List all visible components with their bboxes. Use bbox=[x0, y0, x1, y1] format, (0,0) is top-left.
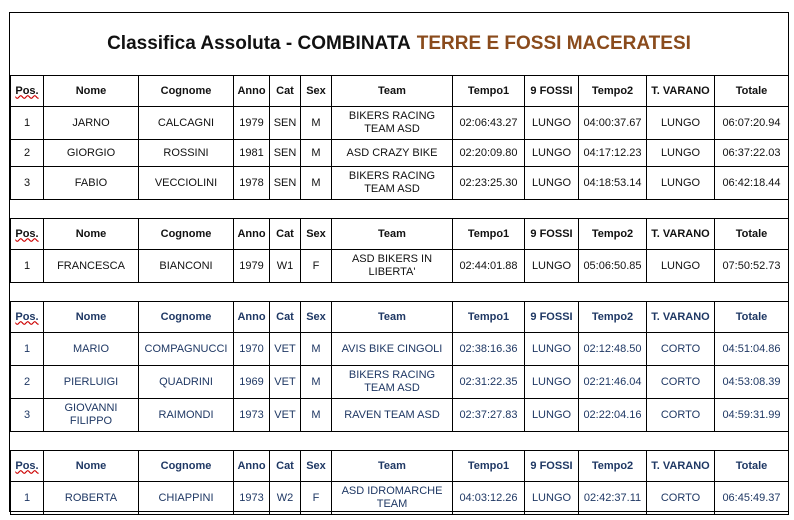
cell-team: ASD CRAZY BIKE bbox=[332, 140, 453, 167]
cell-tempo2: 02:12:48.50 bbox=[579, 333, 647, 366]
header-nome: Nome bbox=[44, 76, 139, 107]
cell-sex: M bbox=[301, 333, 332, 366]
cell-tempo2: 04:00:37.67 bbox=[579, 107, 647, 140]
cell-t-varano: CORTO bbox=[647, 482, 715, 515]
header-t-varano: T. VARANO bbox=[647, 451, 715, 482]
header-9-fossi: 9 FOSSI bbox=[525, 219, 579, 250]
cell-tempo1: 04:03:12.26 bbox=[453, 482, 525, 515]
separator-cell bbox=[270, 283, 301, 302]
cell-team: RAVEN TEAM ASD bbox=[332, 399, 453, 432]
results-table bbox=[10, 75, 789, 515]
separator-cell bbox=[332, 200, 453, 219]
separator-cell bbox=[525, 200, 579, 219]
separator-cell bbox=[44, 283, 139, 302]
header-t-varano: T. VARANO bbox=[647, 219, 715, 250]
header-nome: Nome bbox=[44, 219, 139, 250]
separator-cell bbox=[647, 283, 715, 302]
cell-t-varano: CORTO bbox=[647, 399, 715, 432]
header-cat: Cat bbox=[270, 302, 301, 333]
cell-t-varano: LUNGO bbox=[647, 140, 715, 167]
header-sex: Sex bbox=[301, 76, 332, 107]
cell-tempo1: 02:37:27.83 bbox=[453, 399, 525, 432]
cell-anno: 1973 bbox=[234, 399, 270, 432]
cell-9-fossi: LUNGO bbox=[525, 140, 579, 167]
cell-totale: 06:42:18.44 bbox=[715, 167, 789, 200]
cell-sex: M bbox=[301, 167, 332, 200]
header-tempo1: Tempo1 bbox=[453, 76, 525, 107]
header-tempo1: Tempo1 bbox=[453, 451, 525, 482]
cell-9-fossi: LUNGO bbox=[525, 482, 579, 515]
cell-cat: SEN bbox=[270, 140, 301, 167]
separator-cell bbox=[301, 283, 332, 302]
cell-tempo1: 02:38:16.36 bbox=[453, 333, 525, 366]
header-cat: Cat bbox=[270, 76, 301, 107]
cell-cognome: QUADRINI bbox=[139, 366, 234, 399]
cell-t-varano: CORTO bbox=[647, 333, 715, 366]
cell-team: ASD BIKERS IN LIBERTA' bbox=[332, 250, 453, 283]
cell-anno: 1979 bbox=[234, 107, 270, 140]
cell-tempo2: 02:22:04.16 bbox=[579, 399, 647, 432]
header-tempo2: Tempo2 bbox=[579, 219, 647, 250]
header-pos: Pos. bbox=[11, 451, 44, 482]
cell-cat: VET bbox=[270, 399, 301, 432]
separator-cell bbox=[715, 432, 789, 451]
cell-sex: M bbox=[301, 107, 332, 140]
separator-cell bbox=[453, 432, 525, 451]
page-title bbox=[10, 13, 788, 76]
cell-anno: 1969 bbox=[234, 366, 270, 399]
header-tempo2: Tempo2 bbox=[579, 451, 647, 482]
cell-totale: 06:45:49.37 bbox=[715, 482, 789, 515]
header-row bbox=[11, 451, 789, 482]
cell-team: ASD IDROMARCHE TEAM bbox=[332, 482, 453, 515]
separator-cell bbox=[139, 200, 234, 219]
separator-cell bbox=[647, 432, 715, 451]
cell-anno: 1979 bbox=[234, 250, 270, 283]
cell-cognome: CALCAGNI bbox=[139, 107, 234, 140]
separator-cell bbox=[11, 432, 44, 451]
cell-tempo1: 02:06:43.27 bbox=[453, 107, 525, 140]
separator-cell bbox=[453, 200, 525, 219]
cell-tempo2: 02:21:46.04 bbox=[579, 366, 647, 399]
cell-pos: 1 bbox=[11, 107, 44, 140]
group-separator bbox=[11, 283, 789, 302]
header-cognome: Cognome bbox=[139, 451, 234, 482]
cell-cat: VET bbox=[270, 333, 301, 366]
header-anno: Anno bbox=[234, 451, 270, 482]
table-row bbox=[11, 167, 789, 200]
header-tempo1: Tempo1 bbox=[453, 219, 525, 250]
cell-9-fossi: LUNGO bbox=[525, 399, 579, 432]
cell-team: AVIS BIKE CINGOLI bbox=[332, 333, 453, 366]
separator-cell bbox=[332, 283, 453, 302]
header-tempo2: Tempo2 bbox=[579, 302, 647, 333]
cell-nome: ROBERTA bbox=[44, 482, 139, 515]
header-pos: Pos. bbox=[11, 219, 44, 250]
header-pos: Pos. bbox=[11, 76, 44, 107]
table-row bbox=[11, 250, 789, 283]
cell-9-fossi: LUNGO bbox=[525, 366, 579, 399]
table-row bbox=[11, 399, 789, 432]
header-cat: Cat bbox=[270, 451, 301, 482]
separator-cell bbox=[715, 283, 789, 302]
header-cat: Cat bbox=[270, 219, 301, 250]
cell-cat: SEN bbox=[270, 107, 301, 140]
header-t-varano: T. VARANO bbox=[647, 302, 715, 333]
header-sex: Sex bbox=[301, 219, 332, 250]
cell-anno: 1970 bbox=[234, 333, 270, 366]
cell-totale: 04:53:08.39 bbox=[715, 366, 789, 399]
cell-sex: F bbox=[301, 482, 332, 515]
cell-t-varano: LUNGO bbox=[647, 250, 715, 283]
header-sex: Sex bbox=[301, 302, 332, 333]
cell-cat: W1 bbox=[270, 250, 301, 283]
separator-cell bbox=[715, 200, 789, 219]
header-team: Team bbox=[332, 76, 453, 107]
separator-cell bbox=[647, 200, 715, 219]
cell-nome: FRANCESCA bbox=[44, 250, 139, 283]
cell-team: BIKERS RACING TEAM ASD bbox=[332, 366, 453, 399]
cell-sex: M bbox=[301, 140, 332, 167]
header-cognome: Cognome bbox=[139, 76, 234, 107]
cell-9-fossi: LUNGO bbox=[525, 333, 579, 366]
header-row bbox=[11, 302, 789, 333]
cell-totale: 06:07:20.94 bbox=[715, 107, 789, 140]
cell-totale: 07:50:52.73 bbox=[715, 250, 789, 283]
table-row bbox=[11, 333, 789, 366]
cell-cognome: VECCIOLINI bbox=[139, 167, 234, 200]
results-body bbox=[11, 76, 789, 515]
table-row bbox=[11, 140, 789, 167]
cell-pos: 1 bbox=[11, 250, 44, 283]
header-totale: Totale bbox=[715, 76, 789, 107]
header-tempo2: Tempo2 bbox=[579, 76, 647, 107]
separator-cell bbox=[525, 283, 579, 302]
cell-cat: VET bbox=[270, 366, 301, 399]
separator-cell bbox=[525, 432, 579, 451]
cell-anno: 1981 bbox=[234, 140, 270, 167]
separator-cell bbox=[301, 200, 332, 219]
table-row bbox=[11, 107, 789, 140]
separator-cell bbox=[139, 283, 234, 302]
cell-tempo2: 04:18:53.14 bbox=[579, 167, 647, 200]
cell-team: BIKERS RACING TEAM ASD bbox=[332, 167, 453, 200]
header-totale: Totale bbox=[715, 451, 789, 482]
cell-cognome: COMPAGNUCCI bbox=[139, 333, 234, 366]
separator-cell bbox=[11, 200, 44, 219]
header-team: Team bbox=[332, 302, 453, 333]
cell-pos: 3 bbox=[11, 167, 44, 200]
table-row bbox=[11, 482, 789, 515]
header-9-fossi: 9 FOSSI bbox=[525, 76, 579, 107]
cell-nome: GIORGIO bbox=[44, 140, 139, 167]
cell-pos: 3 bbox=[11, 399, 44, 432]
header-9-fossi: 9 FOSSI bbox=[525, 451, 579, 482]
cell-cognome: CHIAPPINI bbox=[139, 482, 234, 515]
cell-cat: W2 bbox=[270, 482, 301, 515]
header-anno: Anno bbox=[234, 219, 270, 250]
cell-pos: 1 bbox=[11, 333, 44, 366]
cell-cognome: RAIMONDI bbox=[139, 399, 234, 432]
cell-anno: 1973 bbox=[234, 482, 270, 515]
table-row bbox=[11, 366, 789, 399]
header-row bbox=[11, 219, 789, 250]
header-totale: Totale bbox=[715, 302, 789, 333]
cell-tempo2: 05:06:50.85 bbox=[579, 250, 647, 283]
title-main: Classifica Assoluta - COMBINATA bbox=[107, 33, 411, 54]
cell-tempo1: 02:31:22.35 bbox=[453, 366, 525, 399]
cell-totale: 06:37:22.03 bbox=[715, 140, 789, 167]
cell-9-fossi: LUNGO bbox=[525, 250, 579, 283]
separator-cell bbox=[270, 432, 301, 451]
separator-cell bbox=[270, 200, 301, 219]
cell-sex: M bbox=[301, 399, 332, 432]
header-cognome: Cognome bbox=[139, 302, 234, 333]
cell-totale: 04:51:04.86 bbox=[715, 333, 789, 366]
cell-nome: MARIO bbox=[44, 333, 139, 366]
cell-t-varano: LUNGO bbox=[647, 167, 715, 200]
results-sheet bbox=[9, 12, 789, 512]
cell-tempo1: 02:44:01.88 bbox=[453, 250, 525, 283]
header-totale: Totale bbox=[715, 219, 789, 250]
cell-9-fossi: LUNGO bbox=[525, 107, 579, 140]
cell-tempo1: 02:23:25.30 bbox=[453, 167, 525, 200]
cell-t-varano: LUNGO bbox=[647, 107, 715, 140]
cell-tempo1: 02:20:09.80 bbox=[453, 140, 525, 167]
cell-totale: 04:59:31.99 bbox=[715, 399, 789, 432]
cell-nome: PIERLUIGI bbox=[44, 366, 139, 399]
cell-cognome: BIANCONI bbox=[139, 250, 234, 283]
separator-cell bbox=[579, 432, 647, 451]
separator-cell bbox=[301, 432, 332, 451]
header-nome: Nome bbox=[44, 302, 139, 333]
header-anno: Anno bbox=[234, 76, 270, 107]
cell-nome: GIOVANNI FILIPPO bbox=[44, 399, 139, 432]
cell-tempo2: 04:17:12.23 bbox=[579, 140, 647, 167]
group-separator bbox=[11, 200, 789, 219]
cell-pos: 2 bbox=[11, 366, 44, 399]
header-anno: Anno bbox=[234, 302, 270, 333]
cell-anno: 1978 bbox=[234, 167, 270, 200]
cell-t-varano: CORTO bbox=[647, 366, 715, 399]
header-row bbox=[11, 76, 789, 107]
cell-team: BIKERS RACING TEAM ASD bbox=[332, 107, 453, 140]
cell-9-fossi: LUNGO bbox=[525, 167, 579, 200]
cell-pos: 2 bbox=[11, 140, 44, 167]
header-tempo1: Tempo1 bbox=[453, 302, 525, 333]
cell-nome: FABIO bbox=[44, 167, 139, 200]
cell-sex: M bbox=[301, 366, 332, 399]
separator-cell bbox=[44, 200, 139, 219]
separator-cell bbox=[139, 432, 234, 451]
cell-cat: SEN bbox=[270, 167, 301, 200]
cell-cognome: ROSSINI bbox=[139, 140, 234, 167]
header-pos: Pos. bbox=[11, 302, 44, 333]
separator-cell bbox=[579, 283, 647, 302]
cell-nome: JARNO bbox=[44, 107, 139, 140]
title-accent: TERRE E FOSSI MACERATESI bbox=[416, 33, 691, 54]
header-9-fossi: 9 FOSSI bbox=[525, 302, 579, 333]
cell-sex: F bbox=[301, 250, 332, 283]
header-cognome: Cognome bbox=[139, 219, 234, 250]
separator-cell bbox=[453, 283, 525, 302]
separator-cell bbox=[579, 200, 647, 219]
separator-cell bbox=[11, 283, 44, 302]
cell-pos: 1 bbox=[11, 482, 44, 515]
header-team: Team bbox=[332, 451, 453, 482]
separator-cell bbox=[234, 200, 270, 219]
header-sex: Sex bbox=[301, 451, 332, 482]
group-separator bbox=[11, 432, 789, 451]
separator-cell bbox=[332, 432, 453, 451]
header-nome: Nome bbox=[44, 451, 139, 482]
header-t-varano: T. VARANO bbox=[647, 76, 715, 107]
header-team: Team bbox=[332, 219, 453, 250]
cell-tempo2: 02:42:37.11 bbox=[579, 482, 647, 515]
separator-cell bbox=[234, 283, 270, 302]
separator-cell bbox=[234, 432, 270, 451]
separator-cell bbox=[44, 432, 139, 451]
